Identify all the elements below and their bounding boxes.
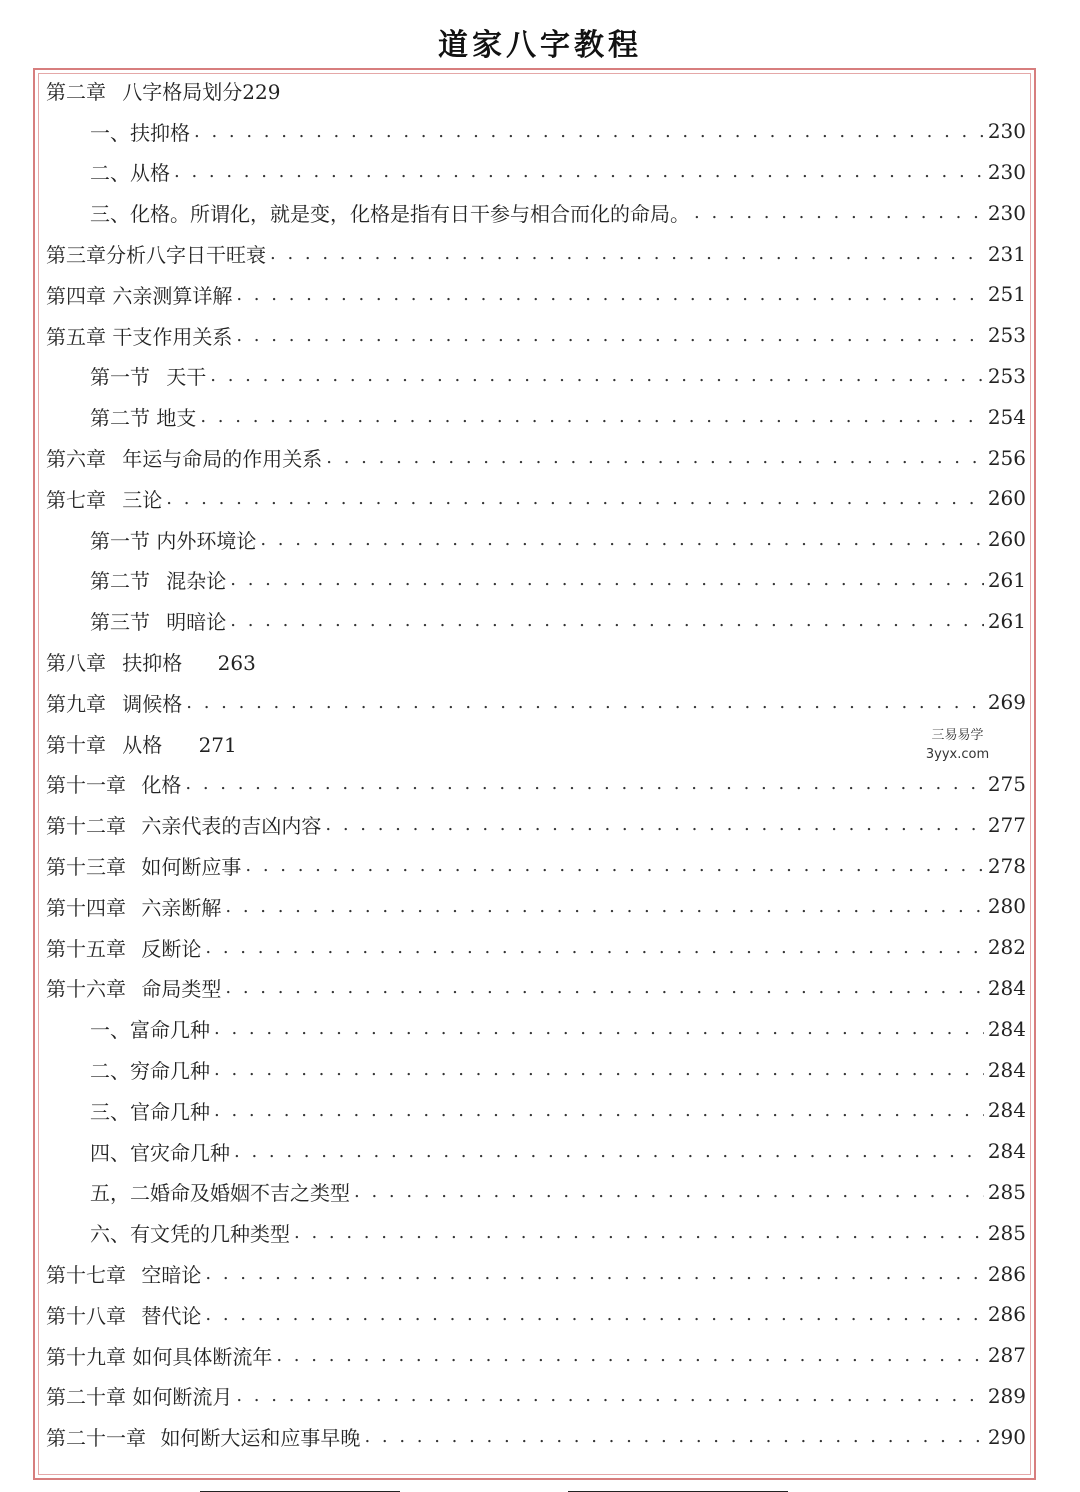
toc-entry [46, 519, 1026, 560]
toc-page-number: 256 [987, 445, 1026, 470]
toc-page-number: 286 [987, 1261, 1026, 1286]
toc-entry [46, 1253, 1026, 1294]
toc-entry [46, 1376, 1026, 1417]
toc-page-number: 290 [987, 1424, 1026, 1449]
toc-page-number: 284 [987, 975, 1026, 1000]
dot-leader [186, 692, 984, 713]
toc-entry [46, 356, 1026, 397]
toc-entry-title: 一、扶抑格 [90, 120, 190, 145]
dot-leader [230, 569, 984, 590]
toc-entry [46, 192, 1026, 233]
toc-page-number: 287 [987, 1343, 1026, 1368]
toc-entry-title: 第五章 干支作用关系 [46, 324, 233, 349]
toc-page-number: 280 [987, 894, 1026, 919]
toc-entry-title: 第十六章 命局类型 [46, 977, 222, 1002]
toc-entry [46, 1172, 1026, 1213]
dot-leader [245, 855, 983, 876]
dot-leader [364, 1426, 983, 1447]
toc-entry [46, 968, 1026, 1009]
table-of-contents [46, 70, 1026, 1457]
toc-entry-title: 第九章 调候格 [46, 691, 183, 716]
cut-off-footer-text [200, 1484, 840, 1492]
toc-entry-title: 第二十一章 如何断大运和应事早晚 [46, 1426, 361, 1451]
dot-leader [205, 1263, 983, 1284]
toc-page-number: 253 [987, 323, 1026, 348]
toc-entry [46, 600, 1026, 641]
toc-entry [46, 560, 1026, 601]
toc-entry [46, 478, 1026, 519]
toc-entry [46, 437, 1026, 478]
dot-leader [194, 121, 984, 142]
dot-leader [234, 1141, 984, 1162]
toc-page-number: 285 [987, 1179, 1026, 1204]
toc-entry [46, 274, 1026, 315]
dot-leader [210, 365, 984, 386]
dot-leader [326, 447, 984, 468]
toc-page-number: 269 [987, 690, 1026, 715]
toc-page-number: 275 [987, 771, 1026, 796]
toc-entry-title: 二、从格 [90, 161, 170, 186]
toc-entry [46, 1294, 1026, 1335]
toc-entry-title: 第四章 六亲测算详解 [46, 283, 233, 308]
toc-entry-title: 第二章 八字格局划分229 [46, 79, 281, 104]
toc-entry-title: 第六章 年运与命局的作用关系 [46, 447, 323, 472]
toc-entry [46, 1049, 1026, 1090]
dot-leader [225, 977, 983, 998]
toc-page-number: 251 [987, 282, 1026, 307]
toc-page-number: 286 [987, 1302, 1026, 1327]
toc-entry-title: 第三章分析八字日干旺衰 [46, 243, 266, 268]
toc-page-number: 277 [987, 812, 1026, 837]
toc-entry-title: 六、有文凭的几种类型 [90, 1222, 290, 1247]
dot-leader [214, 1018, 984, 1039]
toc-page-number: 284 [987, 1016, 1026, 1041]
dot-leader [260, 529, 983, 550]
toc-entry-title: 第十一章 化格 [46, 773, 182, 798]
toc-page-number: 284 [987, 1098, 1026, 1123]
toc-entry-title: 四、官灾命几种 [90, 1140, 230, 1165]
toc-page-number: 231 [987, 241, 1026, 266]
dot-leader [276, 1345, 983, 1366]
toc-entry-title: 第二节 混杂论 [90, 569, 227, 594]
toc-entry-title: 第二节 地支 [90, 406, 197, 431]
toc-page-number: 253 [987, 363, 1026, 388]
dot-leader [230, 610, 984, 631]
watermark-url: 3yyx.com [925, 747, 990, 762]
toc-page-number: 284 [987, 1139, 1026, 1164]
toc-entry-title: 第十章 从格 271 [46, 732, 237, 757]
toc-page-number: 261 [987, 567, 1026, 592]
dot-leader [270, 243, 984, 264]
toc-entry-title: 三、化格。所谓化，就是变，化格是指有日干参与相合而化的命局。 [90, 202, 690, 227]
dot-leader [294, 1222, 984, 1243]
toc-entry [46, 723, 1026, 764]
toc-entry-title: 第三节 明暗论 [90, 610, 227, 635]
toc-page-number: 260 [987, 527, 1026, 552]
toc-entry-title: 第二十章 如何断流月 [46, 1385, 233, 1410]
toc-page-number: 230 [987, 119, 1026, 144]
toc-entry [46, 1335, 1026, 1376]
document-title: 道家八字教程 [438, 28, 642, 63]
toc-page-number: 284 [987, 1057, 1026, 1082]
toc-entry [46, 1416, 1026, 1457]
toc-entry-title: 一、富命几种 [90, 1018, 210, 1043]
toc-page-number: 261 [987, 608, 1026, 633]
toc-entry [46, 886, 1026, 927]
toc-entry-title: 二、穷命几种 [90, 1059, 210, 1084]
toc-entry-title: 第一节 天干 [90, 365, 207, 390]
dot-leader [200, 406, 983, 427]
toc-entry [46, 641, 1026, 682]
toc-entry-title: 第一节 内外环境论 [90, 528, 257, 553]
dot-leader [354, 1181, 984, 1202]
dot-leader [174, 161, 984, 182]
toc-entry-title: 第十七章 空暗论 [46, 1263, 202, 1287]
toc-entry [46, 396, 1026, 437]
toc-page-number: 282 [987, 935, 1026, 960]
toc-entry-title: 五，二婚命及婚姻不吉之类型 [90, 1181, 350, 1206]
dot-leader [236, 1385, 983, 1406]
toc-entry [46, 764, 1026, 805]
dot-leader [214, 1100, 984, 1121]
toc-entry [46, 152, 1026, 193]
toc-entry-title: 第十四章 六亲断解 [46, 895, 222, 920]
toc-entry-title: 第七章 三论 [46, 487, 163, 512]
dot-leader [236, 325, 983, 346]
toc-entry-title: 第八章 扶抑格 263 [46, 651, 256, 676]
toc-entry [46, 804, 1026, 845]
dot-leader [225, 896, 983, 917]
toc-entry [46, 1131, 1026, 1172]
dot-leader [185, 773, 983, 794]
toc-entry-title: 第十五章 反断论 [46, 936, 202, 961]
dot-leader [325, 814, 983, 835]
toc-entry [46, 233, 1026, 274]
watermark-name: 三易易学 [931, 728, 984, 743]
toc-entry-title: 第十九章 如何具体断流年 [46, 1344, 273, 1369]
dot-leader [214, 1059, 984, 1080]
dot-leader [694, 202, 984, 223]
toc-entry [46, 315, 1026, 356]
toc-entry [46, 111, 1026, 152]
toc-page-number: 278 [987, 853, 1026, 878]
toc-page-number: 289 [987, 1383, 1026, 1408]
toc-entry [46, 1212, 1026, 1253]
toc-entry-title: 第十二章 六亲代表的吉凶内容 [46, 814, 322, 839]
toc-entry-title: 三、官命几种 [90, 1099, 210, 1124]
toc-entry [46, 1008, 1026, 1049]
toc-entry [46, 70, 1026, 111]
dot-leader [205, 1304, 983, 1325]
toc-page-number: 285 [987, 1220, 1026, 1245]
toc-entry [46, 927, 1026, 968]
toc-entry-title: 第十八章 替代论 [46, 1303, 202, 1328]
toc-page-number: 230 [987, 159, 1026, 184]
dot-leader [205, 937, 983, 958]
dot-leader [236, 284, 983, 305]
toc-entry [46, 845, 1026, 886]
dot-leader [166, 488, 984, 509]
toc-page-number: 260 [987, 486, 1026, 511]
toc-entry-title: 第十三章 如何断应事 [46, 855, 242, 880]
toc-page-number: 254 [987, 404, 1026, 429]
toc-entry [46, 1090, 1026, 1131]
toc-entry [46, 682, 1026, 723]
watermark [905, 722, 1010, 770]
toc-page-number: 230 [987, 200, 1026, 225]
